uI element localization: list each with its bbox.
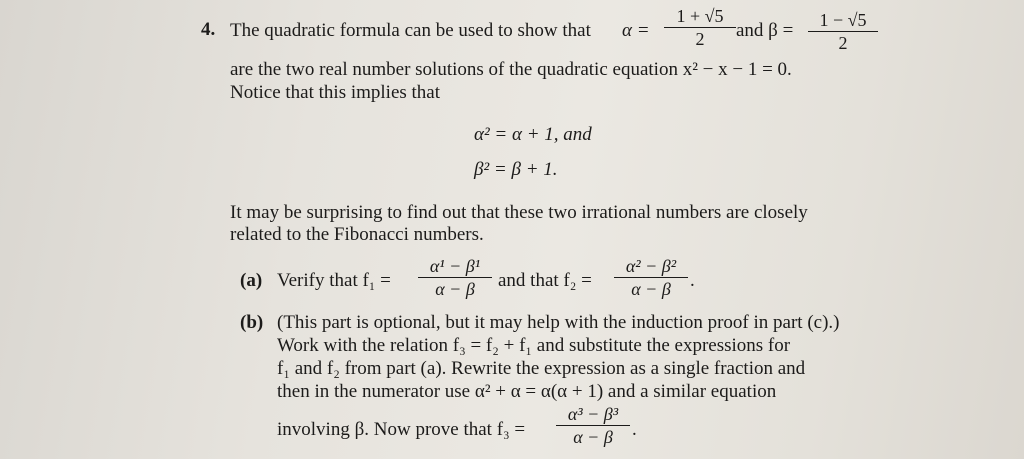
part-a-verify-text: Verify that f₁ = xyxy=(277,270,391,291)
fraction-bar xyxy=(556,425,630,426)
f1-fraction xyxy=(418,256,492,299)
f2-denominator: α − β xyxy=(631,279,671,299)
fraction-bar xyxy=(614,277,688,278)
f3-denominator: α − β xyxy=(573,427,613,447)
f1-numerator: α¹ − β¹ xyxy=(429,256,481,276)
alpha-fraction xyxy=(664,6,736,49)
beta-denominator: 2 xyxy=(838,33,848,53)
beta-squared-equation: β² = β + 1. xyxy=(474,159,558,180)
part-b-label: (b) xyxy=(240,312,264,333)
fraction-bar xyxy=(664,27,736,28)
part-a-label: (a) xyxy=(240,270,263,291)
alpha-numerator: 1 + √5 xyxy=(676,6,724,26)
f2-fraction xyxy=(614,256,688,299)
alpha-label: α = xyxy=(622,20,650,41)
part-a-and-text: and that f₂ = xyxy=(498,270,592,291)
notice-line: Notice that this implies that xyxy=(230,82,441,103)
solutions-line: are the two real number solutions of the quadratic equation x² − x − 1 = 0. xyxy=(230,59,792,80)
f3-numerator: α³ − β³ xyxy=(567,404,619,424)
part-b-period: . xyxy=(632,419,637,440)
part-b-line-2: Work with the relation f₃ = f₂ + f₁ and substitute the expressions for xyxy=(277,335,791,356)
beta-fraction xyxy=(808,10,878,53)
part-a-period: . xyxy=(690,270,695,291)
part-b-line-5: involving β. Now prove that f₃ = xyxy=(277,419,526,440)
paragraph-line-1: It may be surprising to find out that these two irrational numbers are closely xyxy=(230,202,808,223)
problem-intro-text: The quadratic formula can be used to show that xyxy=(230,20,591,41)
part-b-line-4: then in the numerator use α² + α = α(α + 1) and a similar equation xyxy=(277,381,777,402)
f1-denominator: α − β xyxy=(435,279,475,299)
beta-numerator: 1 − √5 xyxy=(819,10,867,30)
part-b-line-3: f₁ and f₂ from part (a). Rewrite the expression as a single fraction and xyxy=(277,358,806,379)
part-b-line-1: (This part is optional, but it may help with the induction proof in part (c).) xyxy=(277,312,840,333)
alpha-squared-equation: α² = α + 1, and xyxy=(474,124,592,145)
alpha-denominator: 2 xyxy=(695,29,705,49)
fraction-bar xyxy=(808,31,878,32)
f3-fraction xyxy=(556,404,630,447)
and-beta-label: and β = xyxy=(736,20,794,41)
paragraph-line-2: related to the Fibonacci numbers. xyxy=(230,224,484,245)
fraction-bar xyxy=(418,277,492,278)
problem-number: 4. xyxy=(201,19,216,40)
f2-numerator: α² − β² xyxy=(625,256,677,276)
